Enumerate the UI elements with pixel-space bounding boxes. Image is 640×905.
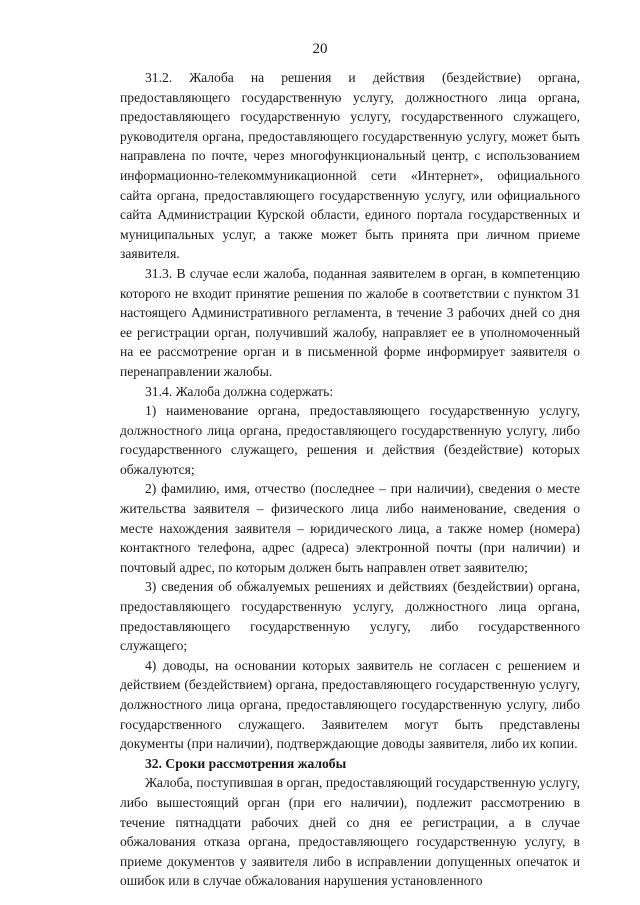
section-heading-32: 32. Сроки рассмотрения жалобы (145, 755, 347, 771)
list-item-2: 2) фамилию, имя, отчество (последнее – при наличии), сведения о месте жительства заявителя – физического лица либо наименование, сведения о месте нахождения заявителя – юридического лица, а также номер (номера) контактного телефона, адрес (адреса) электронной почты (при наличии) и почтовый адрес, по которым должен быть направлен ответ заявителю; (120, 481, 580, 575)
page-number: 20 (312, 41, 328, 57)
paragraph-31-4: 31.4. Жалоба должна содержать: (145, 383, 334, 399)
paragraph-31-2: 31.2. Жалоба на решения и действия (бездействие) органа, предоставляющего государственную услугу, должностного лица органа, предоставляющего государственную услугу, государственного служащего, руководителя органа, предоставляющего государственную услугу, может быть направлена по почте, через многофункциональный центр, с использованием информационно-телекоммуникационной сети «Интернет», официального сайта органа, предоставляющего государственную услугу, или официального сайта Администрации Курской области, единого портала государственных и муниципальных услуг, а также может быть принята при личном приеме заявителя. (120, 70, 580, 262)
document-body (120, 68, 580, 891)
paragraph-31-3: 31.3. В случае если жалоба, поданная заявителем в орган, в компетенцию которого не входит принятие решения по жалобе в соответствии с пунктом 31 настоящего Административного регламента, в течение 3 рабочих дней со дня ее регистрации орган, получивший жалобу, направляет ее в уполномоченный на ее рассмотрение орган и в письменной форме информирует заявителя о перенаправлении жалобы. (120, 265, 580, 379)
list-item-1: 1) наименование органа, предоставляющего государственную услугу, должностного лица органа, предоставляющего государственную услугу, либо государственного служащего, решения и действия (бездействие) которых обжалуются; (120, 403, 580, 477)
list-item-4: 4) доводы, на основании которых заявитель не согласен с решением и действием (бездействием) органа, предоставляющего государственную услугу, должностного лица органа, предоставляющего государственную услугу, либо государственного служащего. Заявителем могут быть представлены документы (при наличии), подтверждающие доводы заявителя, либо их копии. (120, 657, 580, 752)
paragraph-32-body: Жалоба, поступившая в орган, предоставляющий государственную услугу, либо вышестоящий орган (при его наличии), подлежит рассмотрению в течение пятнадцати рабочих дней со дня ее регистрации, а в случае обжалования отказа органа, предоставляющего государственную услугу, в приеме документов у заявителя либо в исправлении допущенных опечаток и ошибок или в случае обжалования нарушения установленного (120, 775, 580, 889)
list-item-3: 3) сведения об обжалуемых решениях и действиях (бездействии) органа, предоставляющего государственную услугу, должностного лица органа, предоставляющего государственную услугу, либо государственного служащего; (120, 579, 580, 654)
